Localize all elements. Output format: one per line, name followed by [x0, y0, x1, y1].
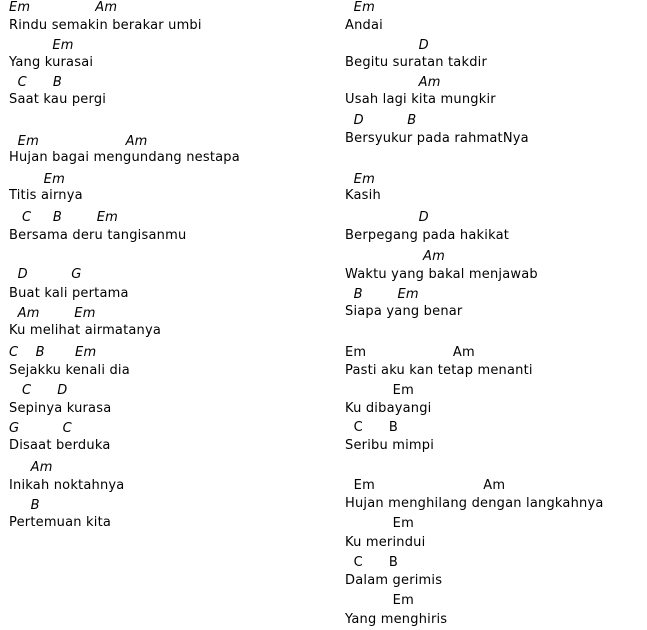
chord-line: B Em [345, 287, 419, 302]
chord-line: C B Em [9, 345, 97, 360]
lyric-line: Kasih [345, 188, 381, 203]
lyric-line: Seribu mimpi [345, 438, 435, 453]
lyric-line: Bersyukur pada rahmatNya [345, 131, 529, 146]
lyric-line: Siapa yang benar [345, 304, 463, 319]
chord-line: Em [345, 172, 375, 187]
chord-line: Em Am [9, 0, 118, 15]
lyric-line: Begitu suratan takdir [345, 55, 488, 70]
chord-line: D [345, 38, 429, 53]
lyric-line: Hujan bagai mengundang nestapa [9, 150, 240, 165]
lyric-line: Bersama deru tangisanmu [9, 228, 187, 243]
chord-line: Am [9, 460, 53, 475]
lyric-line: Pertemuan kita [9, 515, 112, 530]
lyric-line: Dalam gerimis [345, 573, 443, 588]
chord-line: C B [345, 555, 399, 570]
chord-line: D [345, 210, 429, 225]
chord-line: C B [345, 420, 399, 435]
lyric-line: Berpegang pada hakikat [345, 228, 510, 243]
lyric-line: Ku dibayangi [345, 401, 432, 416]
chord-line: D G [9, 267, 82, 282]
chord-line: C B [9, 75, 63, 90]
chord-line: Am [345, 75, 441, 90]
lyric-line: Sepinya kurasa [9, 401, 112, 416]
chord-line: C D [9, 383, 68, 398]
lyric-line: Usah lagi kita mungkir [345, 92, 496, 107]
lyric-line: Saat kau pergi [9, 92, 107, 107]
chord-line: Em Am [345, 478, 506, 493]
lyric-line: Ku merindui [345, 535, 426, 550]
lyric-line: Yang menghiris [345, 612, 448, 627]
lyric-line: Titis airnya [9, 188, 83, 203]
chord-line: Em Am [345, 345, 475, 360]
lyric-line: Sejakku kenali dia [9, 363, 130, 378]
chord-line: Em [9, 38, 74, 53]
lyric-line: Pasti aku kan tetap menanti [345, 363, 533, 378]
chord-line: Em Am [9, 134, 148, 149]
chord-line: Am [345, 249, 445, 264]
chord-line: Em [9, 172, 65, 187]
chord-line: Em [345, 383, 414, 398]
chord-line: Am Em [9, 306, 96, 321]
chord-line: D B [345, 113, 417, 128]
chord-line: C B Em [9, 210, 118, 225]
lyric-line: Rindu semakin berakar umbi [9, 18, 202, 33]
chord-line: G C [9, 421, 72, 436]
lyric-line: Ku melihat airmatanya [9, 323, 162, 338]
lyric-line: Buat kali pertama [9, 286, 129, 301]
lyric-line: Disaat berduka [9, 438, 111, 453]
lyric-line: Inikah noktahnya [9, 478, 125, 493]
lyric-line: Yang kurasai [9, 55, 94, 70]
chord-line: Em [345, 0, 375, 15]
chord-line: Em [345, 516, 414, 531]
lyric-line: Waktu yang bakal menjawab [345, 267, 538, 282]
lyric-line: Hujan menghilang dengan langkahnya [345, 496, 604, 511]
chord-line: B [9, 498, 40, 513]
lyric-line: Andai [345, 18, 383, 33]
chord-line: Em [345, 593, 414, 608]
